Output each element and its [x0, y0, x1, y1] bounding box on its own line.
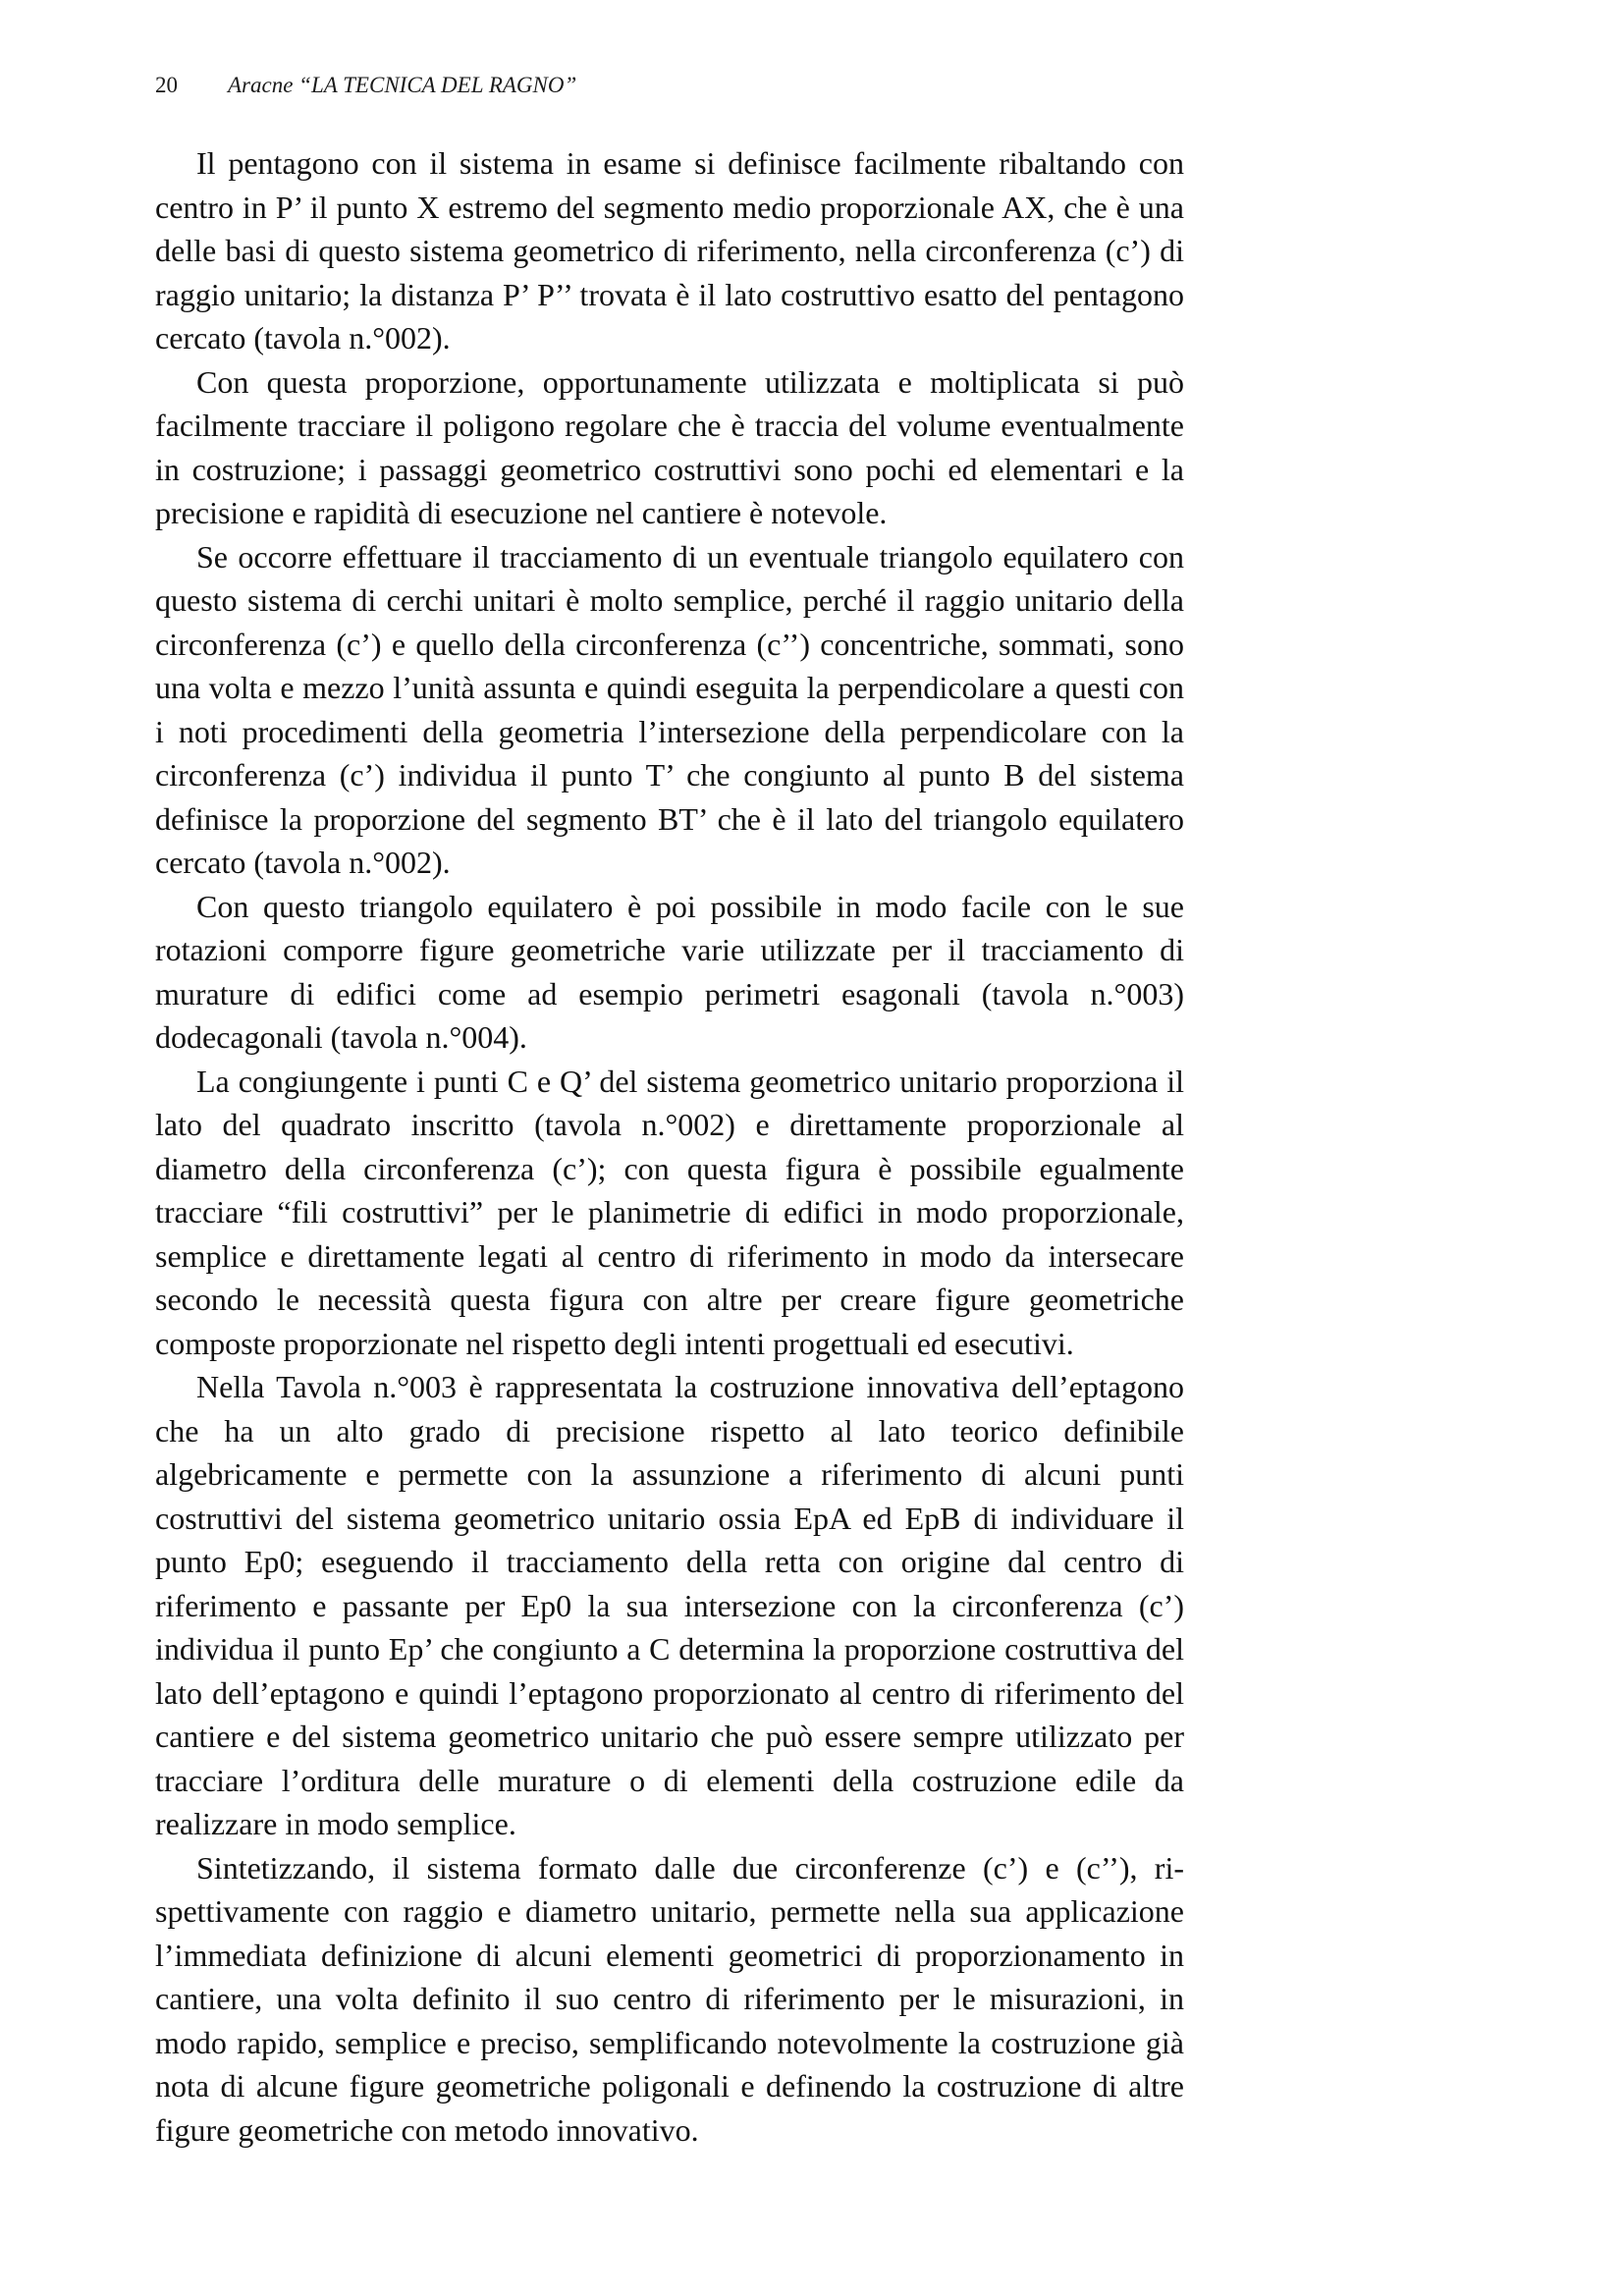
paragraph-rotations: Con questo triangolo equilatero è poi possibile in modo facile con le sue rotazioni comporre figure geometriche varie utilizzate per il tracciamento di murature di edifici come ad esempio perimetri esagonali (tavola n.°003) dodecagonali (tavola n.°004).: [155, 888, 1184, 1055]
paragraph-triangle: Se occorre effettuare il tracciamento di un eventuale triangolo equilatero con questo sistema di cerchi unitari è molto semplice, perché il raggio unitario della circonferenza (c’) e quello della circonferenza (c’’) concentriche, sommati, sono una volta e mezzo l’unità assunta e quindi eseguita la perpendicolare a questi con i noti procedimenti della geometria l’intersezione della perpendicolare con la circonferenza (c’) individua il punto T’ che congiunto al punto B del sistema definisce la proporzione del segmento BT’ che è il lato del triangolo equilatero cercato (tavola n.°002).: [155, 538, 1184, 880]
paragraph-heptagon: Nella Tavola n.°003 è rappresentata la costruzione innovativa dell’eptagono che ha un alto grado di precisione rispetto al lato teorico definibile algebricamente e permette con la assunzione a riferimento di alcuni punti costruttivi del sistema geometrico unitario ossia EpA ed EpB di individuare il punto Ep0; eseguendo il tracciamento della retta con origine dal centro di riferimento e passante per Ep0 la sua intersezione con la circonferenza (c’) individua il punto Ep’ che congiunto a C determina la proporzione costruttiva del lato dell’eptagono e quindi l’eptagono proporzionato al centro di riferimento del cantiere e del sistema geometrico unitario che può essere sempre utilizzato per tracciare l’orditura delle murature o di elementi della costruzione edile da realizzare in modo semplice.: [155, 1369, 1184, 1841]
paragraph-pentagon: Il pentagono con il sistema in esame si definisce facilmente ribaltando con centro in P’ il punto X estremo del segmento medio proporzionale AX, che è una delle basi di questo sistema geometrico di riferimento, nella circonferenza (c’) di raggio unitario; la distanza P’ P’’ trovata è il lato costruttivo esatto del pentagono cercato (tavola n.°002).: [155, 145, 1184, 355]
body-text: [155, 141, 1184, 2152]
page-number: 20: [155, 73, 178, 97]
paragraph-polygon: Con questa proporzione, opportunamente utilizzata e moltiplicata si può facilmente tracciare il poligono regolare che è traccia del volume eventualmente in costruzione; i passaggi geometrico costruttivi sono pochi ed elementari e la precisione e rapidità di esecuzione nel cantiere è notevole.: [155, 363, 1184, 530]
running-header: [155, 73, 576, 102]
paragraph-summary: Sintetizzando, il sistema formato dalle due circonferenze (c’) e (c’’), rispettivamente con raggio e diametro unitario, permette nella sua applicazione l’immediata definizione di alcuni elementi geometrici di proporzionamento in cantiere, una volta definito il suo centro di riferimento per le misurazioni, in modo rapido, semplice e preciso, semplificando notevolmente la costruzione già nota di alcune figure geometriche poligonali e definendo la costruzione di altre figure geometriche con metodo innovativo.: [155, 1849, 1184, 2148]
running-title: Aracne “LA TECNICA DEL RAGNO”: [228, 73, 577, 97]
paragraph-square: La congiungente i punti C e Q’ del sistema geometrico unitario proporziona il lato del quadrato inscritto (tavola n.°002) e direttamente proporzionale al diametro della circonferenza (c’); con questa figura è possibile egualmente tracciare “fili costruttivi” per le planimetrie di edifici in modo proporzionale, semplice e direttamente legati al centro di riferimento in modo da intersecare secondo le necessità questa figura con altre per creare figure geometriche composte proporzionate nel rispetto degli intenti progettuali ed esecutivi.: [155, 1063, 1184, 1361]
